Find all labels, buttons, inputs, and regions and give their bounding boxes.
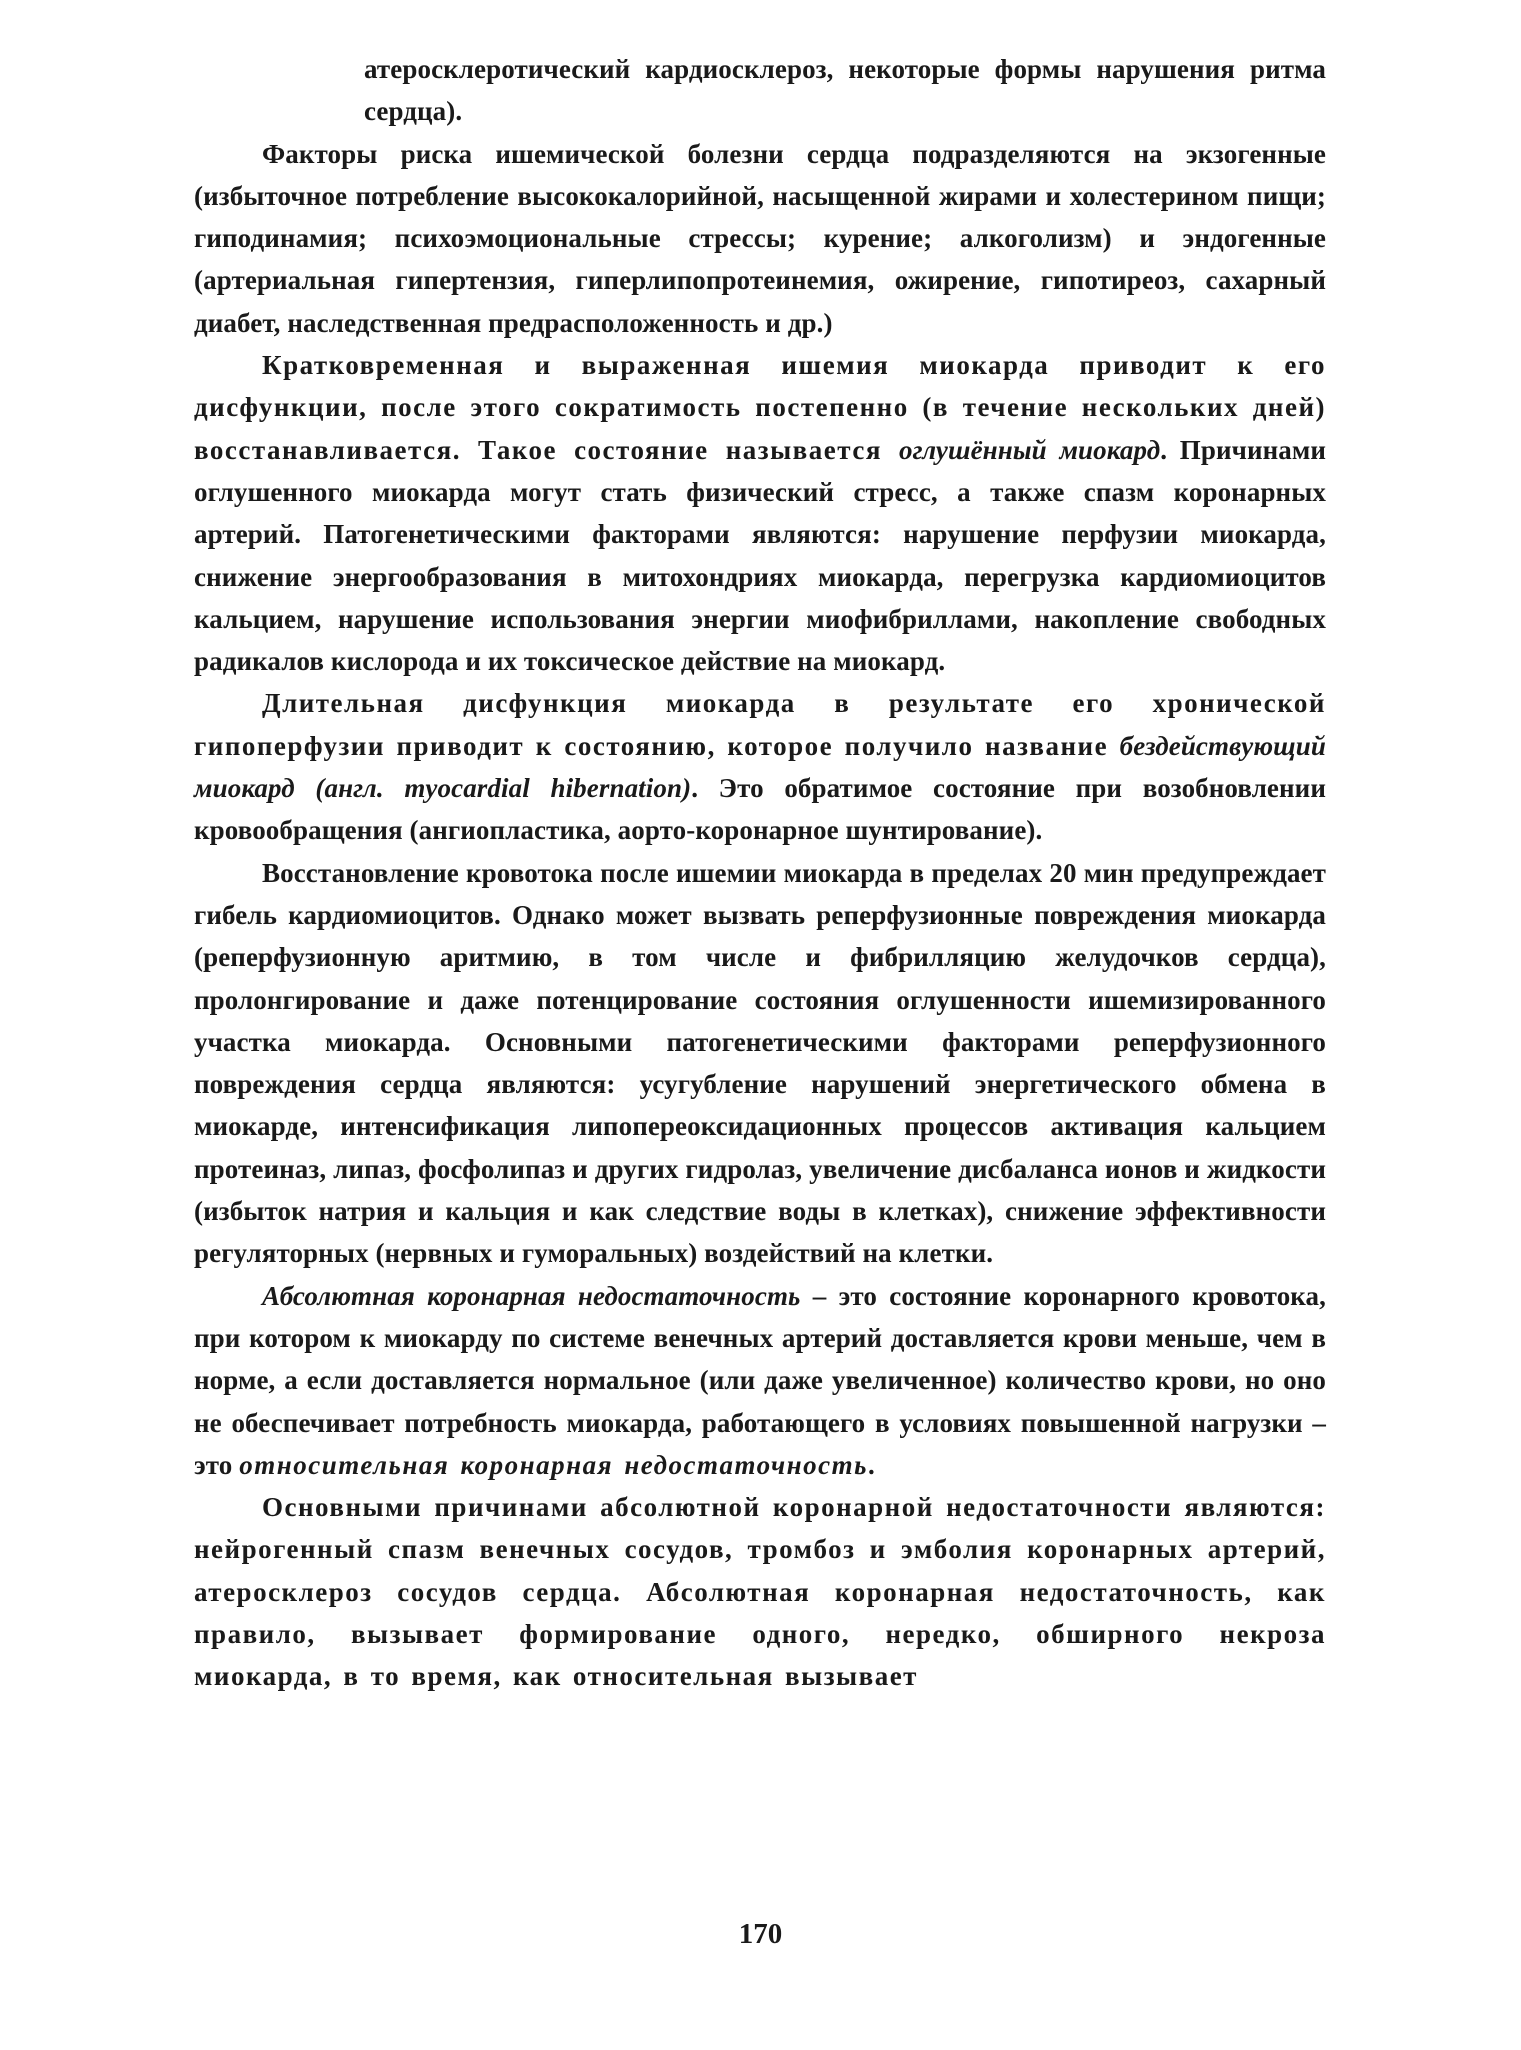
term-absolute-coronary-insufficiency: Абсолютная коронарная недостаточность — [262, 1280, 801, 1311]
text-run: – это состояние коронарного кровотока, при котором к миокарду по системе венечных артерий доставляется крови меньше, чем в норме, а если доставляется нормальное (или даже увеличенное) количество крови, но оно не обеспечивает потребность миокарда, работающего в условиях повышенной нагрузки – это — [194, 1280, 1326, 1480]
paragraph-continuation: атеросклеротический кардиосклероз, некоторые формы нарушения ритма сердца). — [364, 54, 1326, 127]
page-number: 170 — [738, 1918, 783, 1950]
text-run: . — [867, 1449, 875, 1480]
paragraph-coronary-insufficiency — [194, 1275, 1326, 1486]
paragraph-stunned-myocardium — [194, 344, 1326, 682]
paragraph-causes: Основными причинами абсолютной коронарной недостаточности являются: нейрогенный спазм венечных сосудов, тромбоз и эмболия коронарных артерий, атеросклероз сосудов сердца. Абсолютная коронарная недостаточность, как правило, вызывает формирование одного, нередко, обширного некроза миокарда, в то время, как относительная вызывает — [194, 1492, 1326, 1692]
text-run: . Это обратимое состояние при возобновлении кровообращения (ангиопластика, аорто-коронарное шунтирование). — [194, 773, 1326, 846]
document-page — [194, 48, 1326, 1698]
paragraph-reperfusion: Восстановление кровотока после ишемии миокарда в пределах 20 мин предупреждает гибель кардиомиоцитов. Однако может вызвать реперфузионные повреждения миокарда (реперфузионную аритмию, в том числе и фибрилляцию желудочков сердца), пролонгирование и даже потенцирование состояния оглушенности ишемизированного участка миокарда. Основными патогенетическими факторами реперфузионного повреждения сердца являются: усугубление нарушений энергетического обмена в миокарде, интенсификация липопереоксидационных процессов активация кальцием протеиназ, липаз, фосфолипаз и других гидролаз, увеличение дисбаланса ионов и жидкости (избыток натрия и кальция и как следствие воды в клетках), снижение эффективности регуляторных (нервных и гуморальных) воздействий на клетки. — [194, 857, 1326, 1269]
text-run: . Причинами оглушенного миокарда могут стать физический стресс, а также спазм коронарных артерий. Патогенетическими факторами являются: нарушение перфузии миокарда, снижение энергообразования в митохондриях миокарда, перегрузка кардиомиоцитов кальцием, нарушение использования энергии миофибриллами, накопление свободных радикалов кислорода и их токсическое действие на миокард. — [194, 434, 1327, 677]
term-stunned-myocardium: оглушённый миокард — [899, 434, 1161, 465]
term-hibernating-myocardium: бездействующий миокард (англ. myocardial hibernation) — [194, 730, 1326, 804]
text-run: Кратковременная и выраженная ишемия миокарда приводит к его дисфункции, после этого сократимость постепенно (в течение нескольких дней) восстанавливается. Такое состояние называется — [194, 350, 1326, 465]
paragraph-risk-factors: Факторы риска ишемической болезни сердца подразделяются на экзогенные (избыточное потребление высококалорийной, насыщенной жирами и холестерином пищи; гиподинамия; психоэмоциональные стрессы; курение; алкоголизм) и эндогенные (артериальная гипертензия, гиперлипопротеинемия, ожирение, гипотиреоз, сахарный диабет, наследственная предрасположенность и др.) — [194, 138, 1326, 338]
term-relative-coronary-insufficiency: относительная коронарная недостаточность — [239, 1449, 868, 1480]
text-run: Длительная дисфункция миокарда в результате его хронической гипоперфузии приводит к состоянию, которое получило название — [194, 688, 1326, 761]
paragraph-hibernating-myocardium — [194, 682, 1326, 851]
